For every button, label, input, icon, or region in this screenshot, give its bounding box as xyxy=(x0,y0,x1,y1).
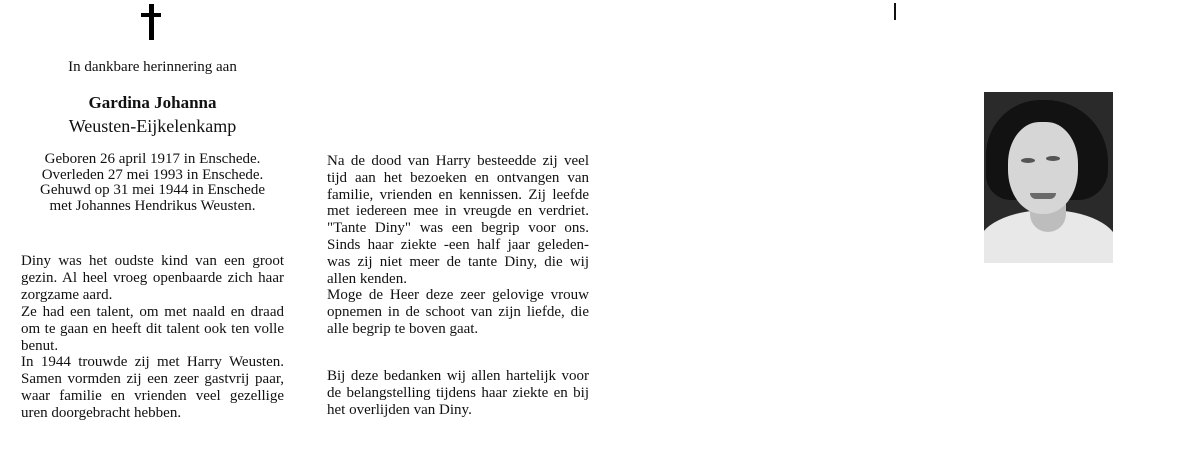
paragraph: Diny was het oudste kind van een groot gezin. Al heel vroeg openbaarde zich haar zorgzame aard. xyxy=(21,253,284,303)
photo-eye xyxy=(1046,156,1060,161)
spouse-line: met Johannes Hendrikus Weusten. xyxy=(49,197,256,214)
cross-vertical-bar xyxy=(149,4,154,40)
fold-mark xyxy=(894,3,896,20)
birth-line: Geboren 26 april 1917 in Enschede. xyxy=(44,151,261,167)
thank-you-note xyxy=(327,368,589,418)
life-story-left xyxy=(21,253,284,422)
paragraph: Na de dood van Harry besteedde zij veel tijd aan het bezoeken en ontvangen van familie, vrienden en kennissen. Zij leefde met iedereen mee in vreugde en verdriet. "Tante Diny" was een begrip voor ons. Sinds haar ziekte -een half jaar geleden- was zij niet meer de tante Diny, die wij allen kenden. xyxy=(327,153,589,287)
memorial-intro: In dankbare herinnering aan xyxy=(68,59,237,75)
photo-eye xyxy=(1021,158,1035,163)
life-facts xyxy=(0,152,305,214)
deceased-first-names: Gardina Johanna xyxy=(88,93,217,112)
deceased-surname: Weusten-Eijkelenkamp xyxy=(68,116,237,136)
portrait-photo xyxy=(984,92,1113,263)
photo-mouth xyxy=(1030,193,1056,199)
paragraph: In 1944 trouwde zij met Harry Weusten. Samen vormden zij een zeer gastvrij paar, waar familie en vrienden veel gezellige uren doorgebracht hebben. xyxy=(21,354,284,422)
cross-horizontal-bar xyxy=(141,13,161,17)
paragraph: Bij deze bedanken wij allen hartelijk voor de belangstelling tijdens haar ziekte en bij het overlijden van Diny. xyxy=(327,368,589,418)
photo-face xyxy=(1008,122,1078,214)
cross-icon xyxy=(141,4,161,40)
death-line: Overleden 27 mei 1993 in Enschede. xyxy=(41,166,264,183)
paragraph: Moge de Heer deze zeer gelovige vrouw opnemen in de schoot van zijn liefde, die alle begrip te boven gaat. xyxy=(327,287,589,337)
life-story-right xyxy=(327,153,589,338)
marriage-line: Gehuwd op 31 mei 1944 in Enschede xyxy=(40,182,265,198)
paragraph: Ze had een talent, om met naald en draad om te gaan en heeft dit talent ook ten volle benut. xyxy=(21,303,284,354)
